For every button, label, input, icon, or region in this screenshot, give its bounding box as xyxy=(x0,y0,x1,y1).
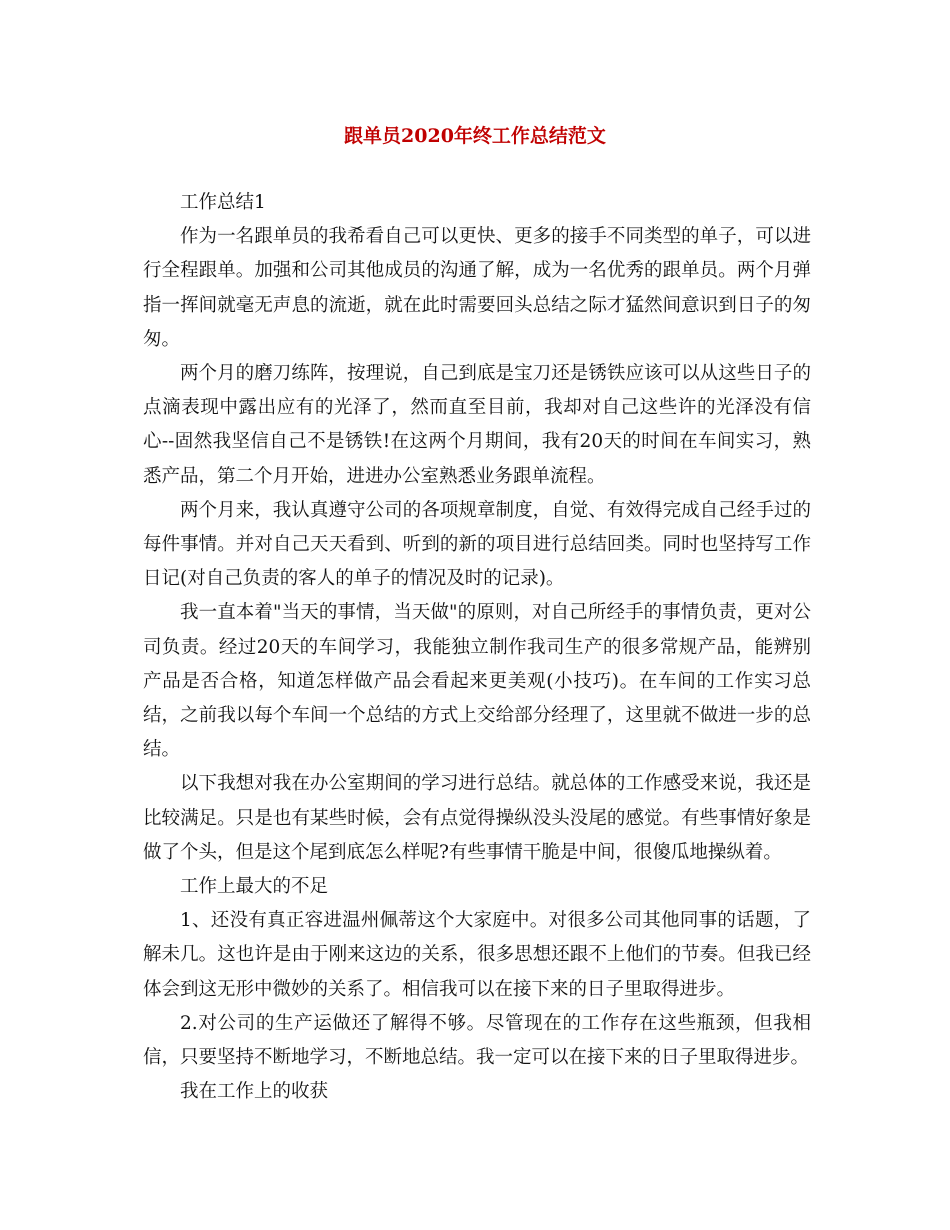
body-paragraph: 两个月的磨刀练阵，按理说，自己到底是宝刀还是锈铁应该可以从这些日子的点滴表现中露出应有的光泽了，然而直至目前，我却对自己这些许的光泽没有信心--固然我坚信自己不是锈铁!在这两个月期间，我有20天的时间在车间实习，熟悉产品，第二个月开始，进进办公室熟悉业务跟单流程。 xyxy=(143,363,811,487)
body-paragraph: 作为一名跟单员的我希看自己可以更快、更多的接手不同类型的单子，可以进行全程跟单。加强和公司其他成员的沟通了解，成为一名优秀的跟单员。两个月弹指一挥间就毫无声息的流逝，就在此时需要回头总结之际才猛然间意识到日子的匆匆。 xyxy=(143,226,811,350)
body-paragraph: 两个月来，我认真遵守公司的各项规章制度，自觉、有效得完成自己经手过的每件事情。并对自己天天看到、听到的新的项目进行总结回类。同时也坚持写工作日记(对自己负责的客人的单子的情况及时的记录)。 xyxy=(143,499,811,590)
document-body xyxy=(143,186,811,1109)
body-paragraph: 我一直本着"当天的事情，当天做"的原则，对自己所经手的事情负责，更对公司负责。经过20天的车间学习，我能独立制作我司生产的很多常规产品，能辨别产品是否合格，知道怎样做产品会看起来更美观(小技巧)。在车间的工作实习总结，之前我以每个车间一个总结的方式上交给部分经理了，这里就不做进一步的总结。 xyxy=(143,602,811,761)
body-paragraph: 以下我想对我在办公室期间的学习进行总结。就总体的工作感受来说，我还是比较满足。只是也有某些时候，会有点觉得操纵没头没尾的感觉。有些事情好象是做了个头，但是这个尾到底怎么样呢?有些事情干脆是中间，很傻瓜地操纵着。 xyxy=(143,773,811,863)
section-heading: 我在工作上的收获 xyxy=(180,1081,329,1103)
section-heading: 工作总结1 xyxy=(180,192,266,213)
body-paragraph: 1、还没有真正容进温州佩蒂这个大家庭中。对很多公司其他同事的话题，了解未几。这也许是由于刚来这边的关系，很多思想还跟不上他们的节奏。但我已经体会到这无形中微妙的关系了。相信我可以在接下来的日子里取得进步。 xyxy=(143,910,811,1000)
section-heading: 工作上最大的不足 xyxy=(180,876,329,898)
document-title: 跟单员2020年终工作总结范文 xyxy=(344,125,606,147)
body-paragraph: 2.对公司的生产运做还了解得不够。尽管现在的工作存在这些瓶颈，但我相信，只要坚持不断地学习，不断地总结。我一定可以在接下来的日子里取得进步。 xyxy=(143,1012,811,1069)
